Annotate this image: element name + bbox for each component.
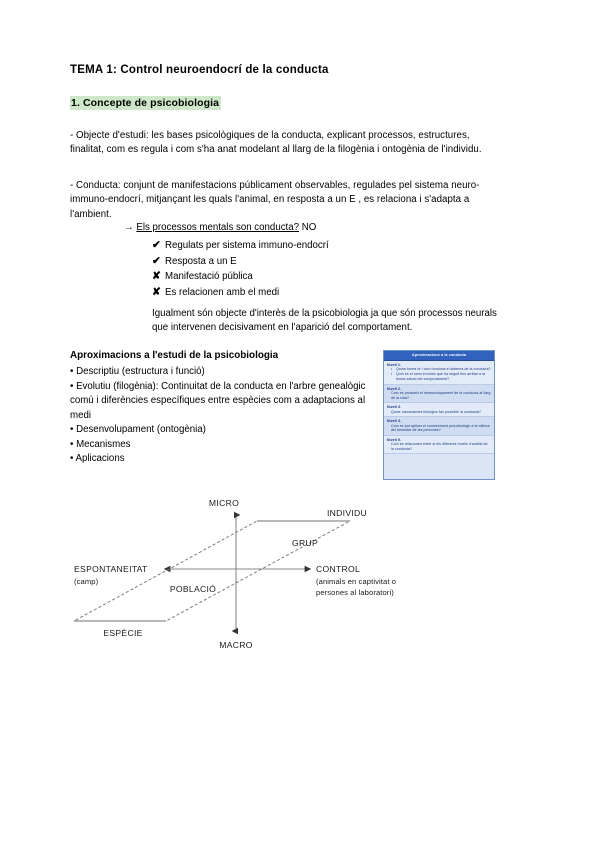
list-item-label: Es relacionen amb el medi [165, 286, 280, 298]
table-row [384, 436, 494, 455]
check-mark-icon: ✔ [152, 239, 161, 251]
table-row-title: Nivell 3. [387, 405, 402, 410]
list-item: • Aplicacions [70, 453, 125, 464]
table-row-title: Nivell 2. [387, 386, 402, 391]
question-line [124, 222, 316, 233]
table-row-bullets [387, 367, 491, 381]
list-item: • Desenvolupament (ontogènia) [70, 424, 206, 435]
diagram-label-macro: MACRO [219, 640, 253, 650]
diagram-label-espontaneitat-sub: (camp) [74, 577, 99, 586]
table-row-title: Nivell 4. [387, 419, 402, 424]
list-item-label: Resposta a un E [165, 255, 237, 267]
arrow-glyph-icon: → [124, 222, 134, 233]
diagram-label-control-sub-1: (animals en captivitat o [316, 577, 397, 586]
cross-mark-icon: ✘ [152, 285, 161, 298]
list-item: • Mecanismes [70, 438, 131, 450]
page-title: TEMA 1: Control neuroendocrí de la conducta [70, 64, 329, 76]
list-item: • Quin és el camí evolutiu que ha seguit fins arribar a la forma actual del comportament? [392, 372, 491, 381]
table-row-text: Com es produeix el desenvolupament de la conducta al llarg de la vida? [391, 391, 491, 400]
list-item-label: Manifestació pública [165, 271, 253, 283]
table-row-text: Quins mecanismes biològics fan possible la conducta? [391, 409, 482, 414]
diagram-label-control-sub-2: persones al laboratori) [316, 588, 394, 597]
check-mark-icon: ✔ [152, 254, 161, 267]
conducta-criteria-list [152, 238, 329, 300]
table-row [384, 361, 494, 385]
list-item [152, 269, 329, 285]
list-item [152, 285, 329, 301]
list-item-label: Regulats per sistema immuno-endocrí [165, 240, 329, 251]
paragraph-conducta: - Conducta: conjunt de manifestacions públicament observables, regulades pel sistema neuro-immuno-endocrí, mitjançant les quals l'animal, en resposta a un E , es relaciona i s'adapta a l'ambient. [70, 180, 480, 220]
table-row-text: Com es relacionen entre si els diferents nivells d'anàlisi de la conducta? [391, 442, 488, 451]
diagram-label-especie: ESPÈCIE [103, 628, 143, 638]
diagram-label-micro: MICRO [208, 498, 240, 508]
question-answer: NO [301, 222, 317, 233]
table-row-title: Nivell 5. [387, 437, 402, 442]
diagram-label-grup: GRUP [291, 538, 319, 548]
table-row [384, 417, 494, 436]
question-text: Els processos mentals son conducta? [136, 222, 300, 233]
list-item [152, 238, 329, 254]
blue-table-header: Aproximacions a la conducta [384, 351, 494, 361]
blue-table-graphic [383, 350, 495, 480]
diagram-label-individu: INDIVIDU [326, 508, 368, 518]
list-item [152, 254, 329, 270]
table-row [384, 403, 494, 417]
list-item: • Descriptiu (estructura i funció) [70, 366, 205, 377]
approximations-list [70, 365, 370, 467]
paragraph-objecte-estudi: - Objecte d'estudi: les bases psicològiques de la conducta, explicant processos, estructures, finalitat, com es regula i com s'ha anat modelant al llarg de la filogènia i ontogènia de l'individu. [70, 130, 482, 156]
table-row-title: Nivell 1. [387, 362, 402, 367]
diagram-label-espontaneitat: ESPONTANEITAT [74, 564, 148, 574]
list-item: • Evolutiu (filogènia): Continuitat de la conducta en l'arbre genealògic comú i diferències específiques entre espècies com a adaptacions al medi [70, 380, 366, 421]
approximations-heading: Aproximacions a l'estudi de la psicobiologia [70, 350, 279, 361]
section-heading-concepte: 1. Concepte de psicobiologia [71, 97, 220, 109]
levels-of-analysis-diagram [60, 488, 530, 663]
diagram-label-control: CONTROL [316, 564, 361, 574]
table-row [384, 385, 494, 404]
paragraph-igualment: Igualment són objecte d'interès de la psicobiologia ja que són processos neurals que intervenen decisivament en l'aparició del comportament. [152, 308, 497, 334]
diagram-label-poblacio: POBLACIÓ [169, 584, 217, 594]
table-row-text: Com es pot aplicar el coneixement psicobiològic a la millora del benestar de les persones? [391, 423, 490, 433]
cross-mark-icon: ✘ [152, 270, 161, 283]
list-item: • Quina forma té i com funciona el sistema de la conducta? [392, 367, 491, 372]
